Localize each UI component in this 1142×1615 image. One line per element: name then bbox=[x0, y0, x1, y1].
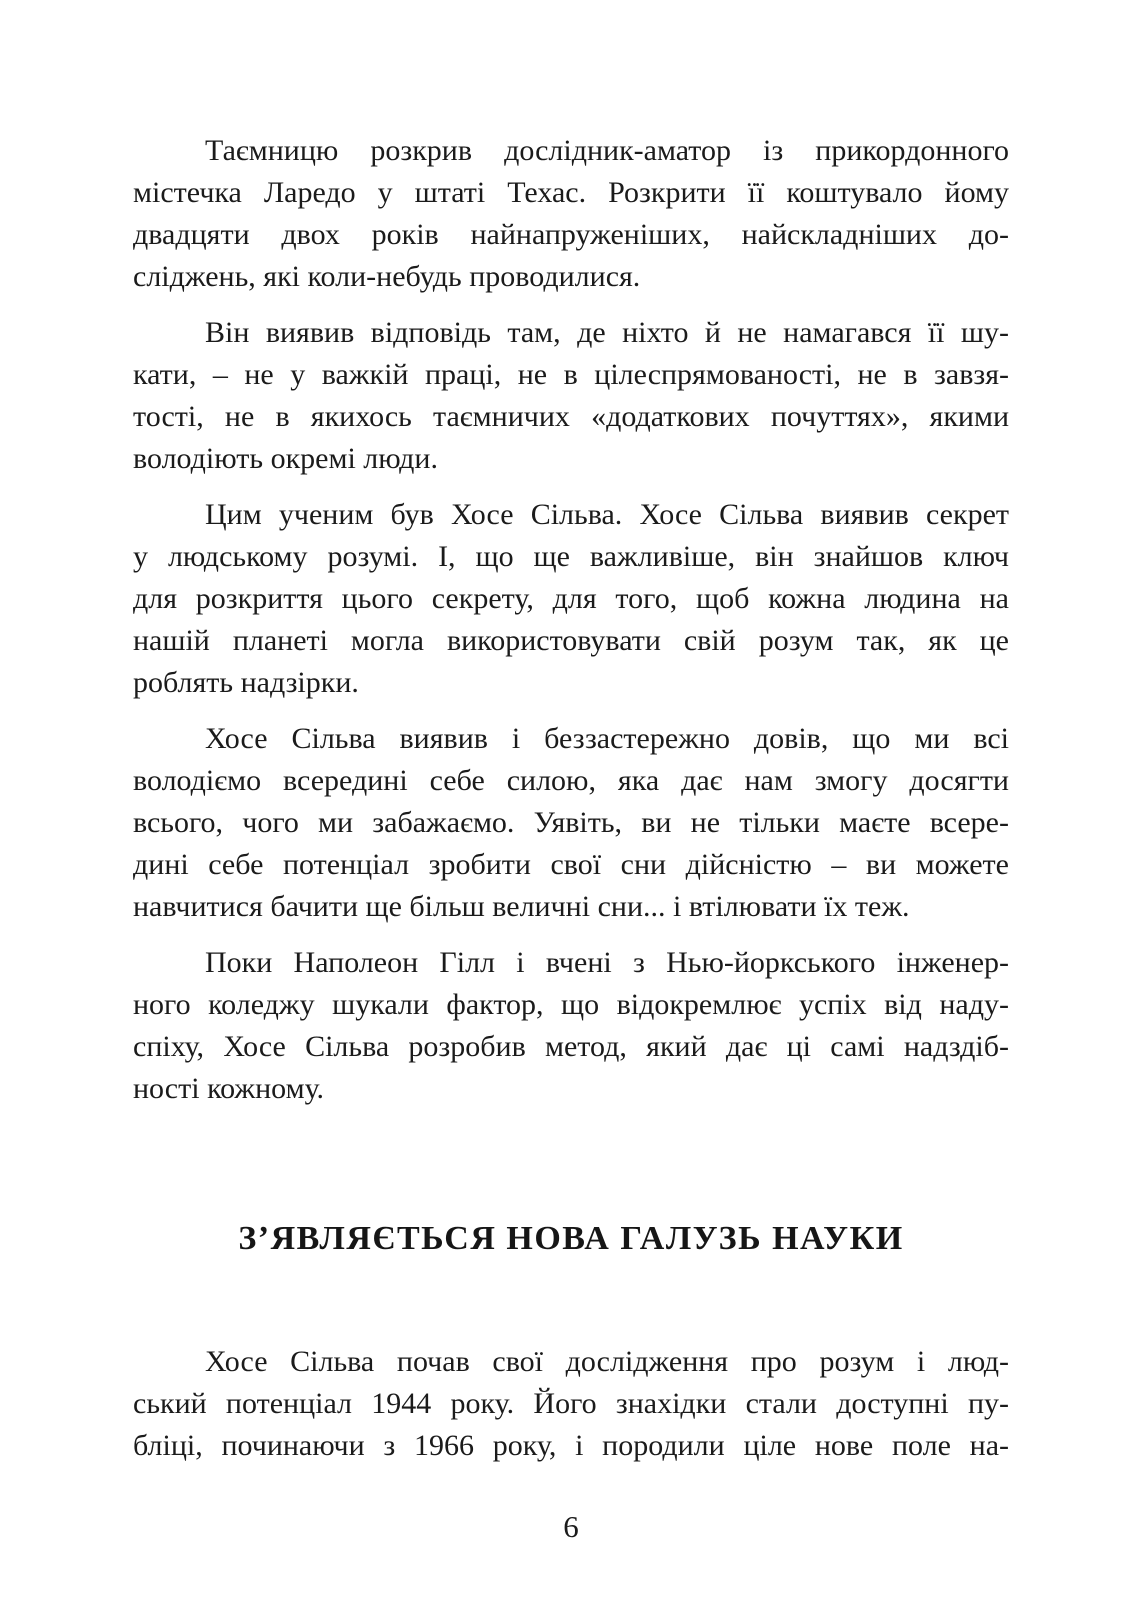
text-line: кати, – не у важкій праці, не в цілеспрямованості, не в завзя- bbox=[133, 358, 1009, 391]
text-line: навчитися бачити ще більш величні сни... і втілювати їх теж. bbox=[133, 890, 910, 923]
paragraph bbox=[133, 942, 1009, 1110]
paragraph bbox=[133, 718, 1009, 928]
text-line: нашій планеті могла використовувати свій розум так, як це bbox=[133, 624, 1009, 657]
page-number: 6 bbox=[563, 1509, 579, 1544]
text-line: володіють окремі люди. bbox=[133, 442, 438, 475]
text-line: Хосе Сільва виявив і беззастережно довів, що ми всі bbox=[205, 722, 1009, 755]
paragraph bbox=[133, 1341, 1009, 1467]
text-line: спіху, Хосе Сільва розробив метод, який дає ці самі надздіб- bbox=[133, 1030, 1009, 1063]
text-line: ного коледжу шукали фактор, що відокремлює успіх від наду- bbox=[133, 988, 1009, 1021]
text-line: бліці, починаючи з 1966 року, і породили ціле нове поле на- bbox=[133, 1429, 1009, 1462]
text-line: тості, не в якихось таємничих «додаткових почуттях», якими bbox=[133, 400, 1009, 433]
paragraph bbox=[133, 312, 1009, 480]
text-line: у людському розумі. І, що ще важливіше, він знайшов ключ bbox=[133, 540, 1009, 573]
text-line: роблять надзірки. bbox=[133, 666, 359, 699]
section-heading: З’ЯВЛЯЄТЬСЯ НОВА ГАЛУЗЬ НАУКИ bbox=[238, 1220, 904, 1257]
text-line: Таємницю розкрив дослідник-аматор із прикордонного bbox=[205, 134, 1009, 167]
text-line: дині себе потенціал зробити свої сни дійсністю – ви можете bbox=[133, 848, 1009, 881]
text-line: ський потенціал 1944 року. Його знахідки стали доступні пу- bbox=[133, 1387, 1009, 1420]
paragraph bbox=[133, 130, 1009, 298]
text-line: Поки Наполеон Гілл і вчені з Нью-йоркського інженер- bbox=[205, 946, 1009, 979]
text-line: ності кожному. bbox=[133, 1072, 325, 1105]
text-body bbox=[133, 130, 1009, 1481]
text-line: містечка Ларедо у штаті Техас. Розкрити її коштувало йому bbox=[133, 176, 1009, 209]
text-line: Він виявив відповідь там, де ніхто й не намагався її шу- bbox=[205, 316, 1009, 349]
text-line: володіємо всередині себе силою, яка дає нам змогу досягти bbox=[133, 764, 1009, 797]
text-line: для розкриття цього секрету, для того, щоб кожна людина на bbox=[133, 582, 1009, 615]
paragraph bbox=[133, 494, 1009, 704]
text-line: всього, чого ми забажаємо. Уявіть, ви не тільки маєте всере- bbox=[133, 806, 1009, 839]
text-line: Цим ученим був Хосе Сільва. Хосе Сільва виявив секрет bbox=[205, 498, 1009, 531]
text-line: сліджень, які коли-небудь проводилися. bbox=[133, 260, 641, 293]
text-line: Хосе Сільва почав свої дослідження про розум і люд- bbox=[205, 1345, 1009, 1378]
text-line: двадцяти двох років найнапруженіших, найскладніших до- bbox=[133, 218, 1009, 251]
